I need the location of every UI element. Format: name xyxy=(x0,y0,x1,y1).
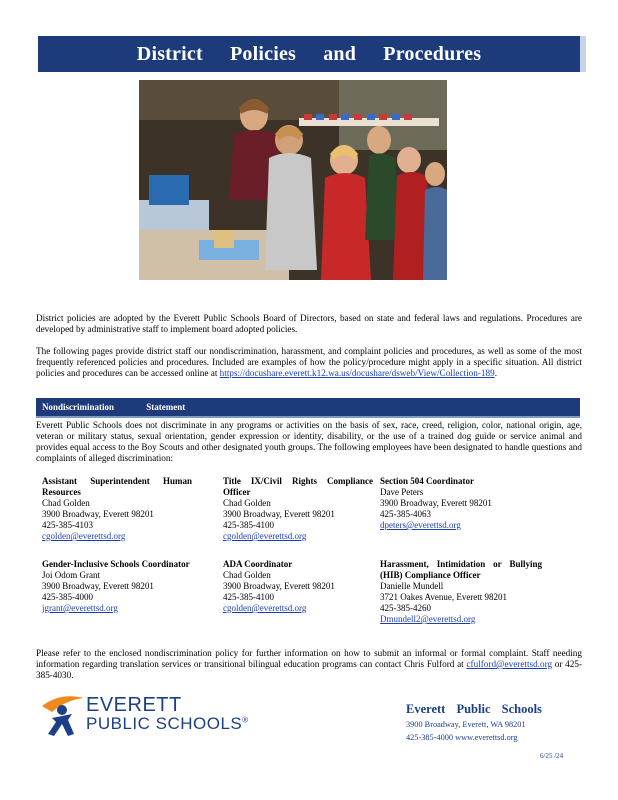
docushare-link[interactable]: https://docushare.everett.k12.wa.us/docushare/dsweb/View/Collection-189 xyxy=(219,368,495,378)
intro-paragraph: District policies are adopted by the Everett Public Schools Board of Directors, based on state and federal laws and regulations. Procedures are developed by administrative staff to implement board adopted policies. xyxy=(36,313,582,334)
closing-paragraph xyxy=(36,648,582,681)
contact-address: 3900 Broadway, Everett 98201 xyxy=(380,498,492,508)
policies-paragraph-end: . xyxy=(494,368,497,378)
contact-phone: 425-385-4100 xyxy=(223,520,274,530)
contact-email-link[interactable]: cgolden@everettsd.org xyxy=(223,531,307,541)
policies-paragraph-text: The following pages provide district staff our nondiscrimination, harassment, and complaint policies and procedures, as well as some of the most frequently referenced policies and procedures. Included are examples of how the policy/procedure might apply in a specific situation. All district policies and procedures can be accessed online at xyxy=(36,346,582,378)
fulford-email-link[interactable]: cfulford@everettsd.org xyxy=(466,659,553,669)
closing-tail: or 425-385-4030. xyxy=(36,659,582,680)
nondiscrimination-body: Everett Public Schools does not discriminate in any programs or activities on the basis of sex, race, creed, religion, color, national origin, age, veteran or military status, sexual orientation, gender expression or identity, disability, or the use of a trained dog guide or service animal and provides equal access to the Boy Scouts and other designated youth groups. The following employees have been designated to handle questions and complaints of alleged discrimination: xyxy=(36,420,582,463)
contact-name: Chad Golden xyxy=(223,570,271,580)
contact-title-ix xyxy=(223,476,373,542)
contact-role: Title IX/Civil Rights Compliance Officer xyxy=(223,476,373,497)
classroom-photo xyxy=(139,80,447,280)
logo-figure-icon xyxy=(38,688,88,740)
footer-contact: 425-385-4000 www.everettsd.org xyxy=(406,733,518,742)
contact-role: Gender-Inclusive Schools Coordinator xyxy=(42,559,190,569)
closing-text: Please refer to the enclosed nondiscrimination policy for further information on how to submit an informal or formal complaint. Staff needing information regarding translation services or transitional bilingual education programs can contact Chris Fulford at xyxy=(36,648,582,669)
logo-wordmark-bottom xyxy=(86,714,249,734)
contact-gender-inclusive xyxy=(42,559,192,614)
contact-name: Dave Peters xyxy=(380,487,424,497)
contact-address: 3900 Broadway, Everett 98201 xyxy=(42,581,154,591)
footer-address: 3900 Broadway, Everett, WA 98201 xyxy=(406,720,526,729)
nondiscrimination-heading: Nondiscrimination Statement xyxy=(36,398,580,416)
logo-wordmark-text: PUBLIC SCHOOLS xyxy=(86,714,243,733)
contact-role: ADA Coordinator xyxy=(223,559,293,569)
contact-name: Chad Golden xyxy=(223,498,271,508)
page-title: District Policies and Procedures xyxy=(38,36,586,72)
contact-role: Section 504 Coordinator xyxy=(380,476,474,486)
contact-email-link[interactable]: Dmundell2@everettsd.org xyxy=(380,614,476,624)
contact-email-link[interactable]: dpeters@everettsd.org xyxy=(380,520,461,530)
contact-hr xyxy=(42,476,192,542)
contact-email-link[interactable]: cgolden@everettsd.org xyxy=(223,603,307,613)
contact-phone: 425-385-4000 xyxy=(42,592,93,602)
page-date: 6/25 /24 xyxy=(540,752,564,760)
contact-name: Chad Golden xyxy=(42,498,90,508)
logo-registered-mark: ® xyxy=(242,715,249,725)
contact-name: Danielle Mundell xyxy=(380,581,444,591)
contact-address: 3721 Oakes Avenue, Everett 98201 xyxy=(380,592,508,602)
contact-section-504 xyxy=(380,476,530,531)
contact-hib xyxy=(380,559,542,625)
contact-email-link[interactable]: cgolden@everettsd.org xyxy=(42,531,126,541)
contact-address: 3900 Broadway, Everett 98201 xyxy=(223,581,335,591)
contact-phone: 425-385-4100 xyxy=(223,592,274,602)
footer-district-name: Everett Public Schools xyxy=(406,702,542,716)
contact-role: Harassment, Intimidation or Bullying (HIB) Compliance Officer xyxy=(380,559,542,580)
contact-ada xyxy=(223,559,373,614)
contact-role: Assistant Superintendent Human Resources xyxy=(42,476,192,497)
contact-phone: 425-385-4260 xyxy=(380,603,431,613)
section-divider xyxy=(36,416,580,418)
logo-wordmark-top: EVERETT xyxy=(86,694,182,716)
contact-address: 3900 Broadway, Everett 98201 xyxy=(223,509,335,519)
policies-paragraph xyxy=(36,346,582,379)
contact-email-link[interactable]: jgrant@everettsd.org xyxy=(42,603,118,613)
contact-name: Joi Odom Grant xyxy=(42,570,100,580)
contact-address: 3900 Broadway, Everett 98201 xyxy=(42,509,154,519)
contact-phone: 425-385-4063 xyxy=(380,509,431,519)
contact-phone: 425-385-4103 xyxy=(42,520,93,530)
